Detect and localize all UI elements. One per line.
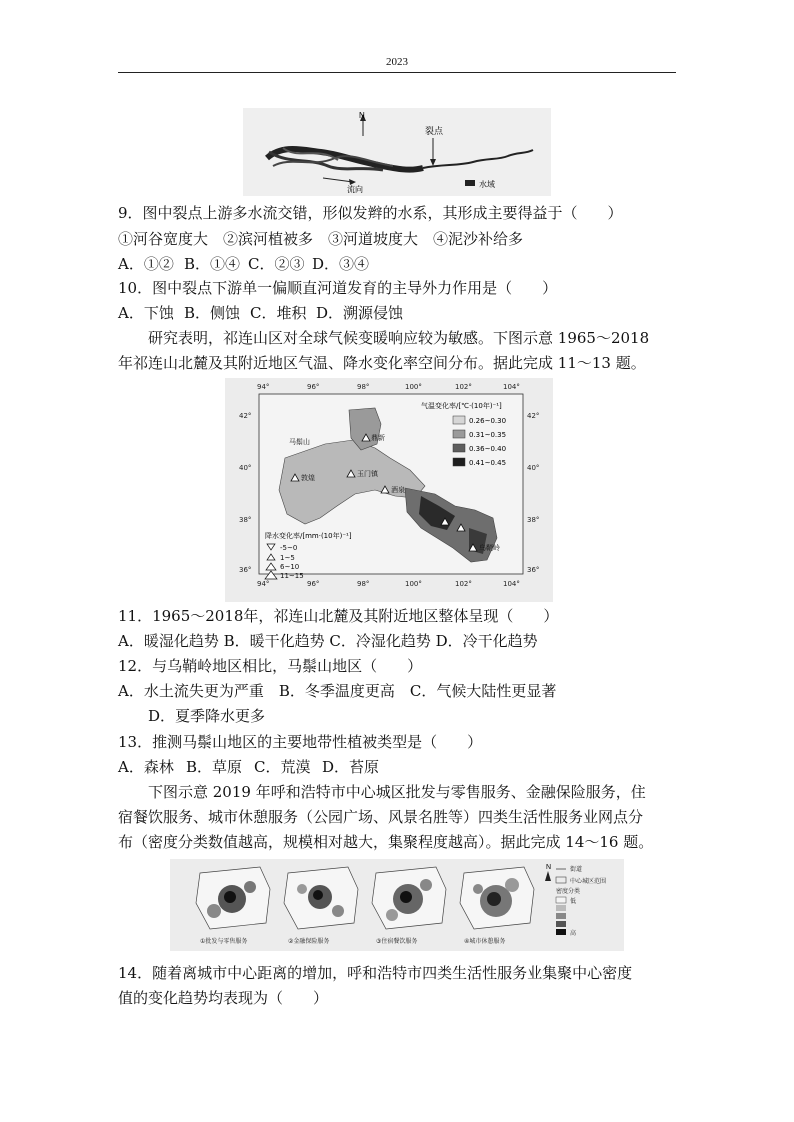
panel-caption: ②金融保险服务 [288, 938, 330, 945]
q9-statements: ①河谷宽度大 ②滨河植被多 ③河道坡度大 ④泥沙补给多 [118, 230, 524, 248]
temp-swatch [453, 458, 465, 466]
place-label: 鼎新 [371, 434, 385, 442]
city-density-figure [170, 859, 624, 951]
q13-option-d[interactable]: D．苔原 [322, 758, 380, 776]
q10-options [118, 303, 403, 323]
q14-line2: 值的变化趋势均表现为（ ） [118, 989, 329, 1007]
bottom-tick: 102° [455, 580, 472, 588]
q9-option-a[interactable]: A．①② [118, 255, 174, 273]
bottom-tick: 98° [357, 580, 370, 588]
q9-option-b[interactable]: B．①④ [184, 255, 241, 273]
q9-stem: 9．图中裂点上游多水流交错，形似发辫的水系，其形成主要得益于（ ） [118, 204, 623, 222]
left-tick: 40° [239, 464, 252, 472]
left-tick: 36° [239, 566, 252, 574]
right-tick: 42° [527, 412, 540, 420]
intro-11-13-line1: 研究表明，祁连山区对全球气候变暖响应较为敏感。下图示意 1965～2018 [148, 329, 650, 347]
panel-caption: ①批发与零售服务 [200, 938, 248, 945]
top-tick: 100° [405, 383, 422, 391]
split-point-label: 裂点 [425, 127, 444, 137]
place-label: 酒泉 [391, 486, 405, 494]
q13-option-c[interactable]: C．荒漠 [254, 758, 311, 776]
precip-class-label: 11~15 [280, 572, 304, 580]
q12-stem: 12．与乌鞘岭地区相比，马鬃山地区（ ） [118, 657, 423, 675]
right-tick: 40° [527, 464, 540, 472]
legend-label: 中心城区范围 [570, 878, 607, 885]
density-panel-2 [284, 867, 358, 929]
q11-options: A．暖湿化趋势 B．暖干化趋势 C．冷湿化趋势 D．冷干化趋势 [118, 632, 538, 650]
precip-class-label: 6~10 [280, 563, 300, 571]
intro-14-16-line1: 下图示意 2019 年呼和浩特市中心城区批发与零售服务、金融保险服务，住 [148, 783, 646, 801]
q9-options [118, 254, 369, 274]
q14-line1: 14．随着离城市中心距离的增加，呼和浩特市四类生活性服务业集聚中心密度 [118, 964, 633, 982]
precip-legend-title: 降水变化率/[mm·(10年)⁻¹] [265, 532, 352, 540]
q10-option-a[interactable]: A．下蚀 [118, 304, 174, 322]
legend-label: 街道 [570, 866, 583, 873]
north-label: N [359, 111, 365, 120]
legend-label: 密度分类 [556, 888, 581, 895]
place-label: 敦煌 [301, 474, 315, 482]
water-legend-swatch [465, 180, 475, 186]
panel-caption: ③住宿餐饮服务 [376, 938, 418, 945]
q10-option-c[interactable]: C．堆积 [250, 304, 307, 322]
q10-stem: 10．图中裂点下游单一偏顺直河道发育的主导外力作用是（ ） [118, 279, 558, 297]
top-tick: 94° [257, 383, 270, 391]
right-tick: 36° [527, 566, 540, 574]
q9-option-d[interactable]: D．③④ [312, 255, 370, 273]
temp-legend-title: 气温变化率/[℃·(10年)⁻¹] [421, 402, 502, 410]
bottom-tick: 94° [257, 580, 270, 588]
density-panel-3 [372, 867, 446, 929]
legend-label: 高 [570, 930, 577, 937]
river-figure [243, 108, 551, 196]
panel-caption: ④城市休憩服务 [464, 938, 506, 945]
q13-option-a[interactable]: A．森林 [118, 758, 174, 776]
q10-option-d[interactable]: D．溯源侵蚀 [316, 304, 404, 322]
density-panel-4 [460, 867, 534, 929]
temp-class-label: 0.26~0.30 [469, 417, 507, 425]
place-label: 乌鞘岭 [479, 544, 500, 552]
north-label: N [546, 864, 552, 871]
bottom-tick: 100° [405, 580, 422, 588]
page-header-year: 2023 [386, 56, 408, 68]
temp-swatch [453, 416, 465, 424]
q9-option-c[interactable]: C．②③ [248, 255, 305, 273]
q11-stem: 11．1965～2018年，祁连山北麓及其附近地区整体呈现（ ） [118, 607, 559, 625]
precip-class-label: 1~5 [280, 554, 295, 562]
intro-11-13-line2: 年祁连山北麓及其附近地区气温、降水变化率空间分布。据此完成 11～13 题。 [118, 354, 646, 372]
intro-14-16-line2: 宿餐饮服务、城市休憩服务（公园广场、风景名胜等）四类生活性服务业网点分 [118, 808, 644, 826]
density-panel-1 [196, 867, 270, 929]
temp-class-label: 0.36~0.40 [469, 445, 507, 453]
legend-label: 低 [570, 898, 577, 905]
temp-class-label: 0.31~0.35 [469, 431, 507, 439]
q12-options-line1: A．水土流失更为严重 B．冬季温度更高 C．气候大陆性更显著 [118, 682, 557, 700]
q10-option-b[interactable]: B．侧蚀 [184, 304, 241, 322]
header-rule [118, 72, 676, 73]
q13-options [118, 757, 379, 777]
bottom-tick: 96° [307, 580, 320, 588]
q12-options-line2: D．夏季降水更多 [148, 707, 266, 725]
q13-option-b[interactable]: B．草原 [186, 758, 243, 776]
place-label: 玉门镇 [357, 470, 378, 478]
intro-14-16-line3: 布（密度分类数值越高，规模相对越大，集聚程度越高）。据此完成 14～16 题。 [118, 833, 654, 851]
top-tick: 104° [503, 383, 520, 391]
place-label: 马鬃山 [289, 438, 310, 446]
top-tick: 96° [307, 383, 320, 391]
qilian-map-figure [225, 378, 553, 602]
top-tick: 102° [455, 383, 472, 391]
q13-stem: 13．推测马鬃山地区的主要地带性植被类型是（ ） [118, 733, 483, 751]
left-tick: 42° [239, 412, 252, 420]
bottom-tick: 104° [503, 580, 520, 588]
temp-swatch [453, 430, 465, 438]
top-tick: 98° [357, 383, 370, 391]
right-tick: 38° [527, 516, 540, 524]
water-legend-label: 水域 [479, 180, 495, 189]
temp-swatch [453, 444, 465, 452]
precip-class-label: -5~0 [280, 544, 298, 552]
flow-direction-label: 流向 [347, 185, 363, 194]
temp-class-label: 0.41~0.45 [469, 459, 507, 467]
left-tick: 38° [239, 516, 252, 524]
